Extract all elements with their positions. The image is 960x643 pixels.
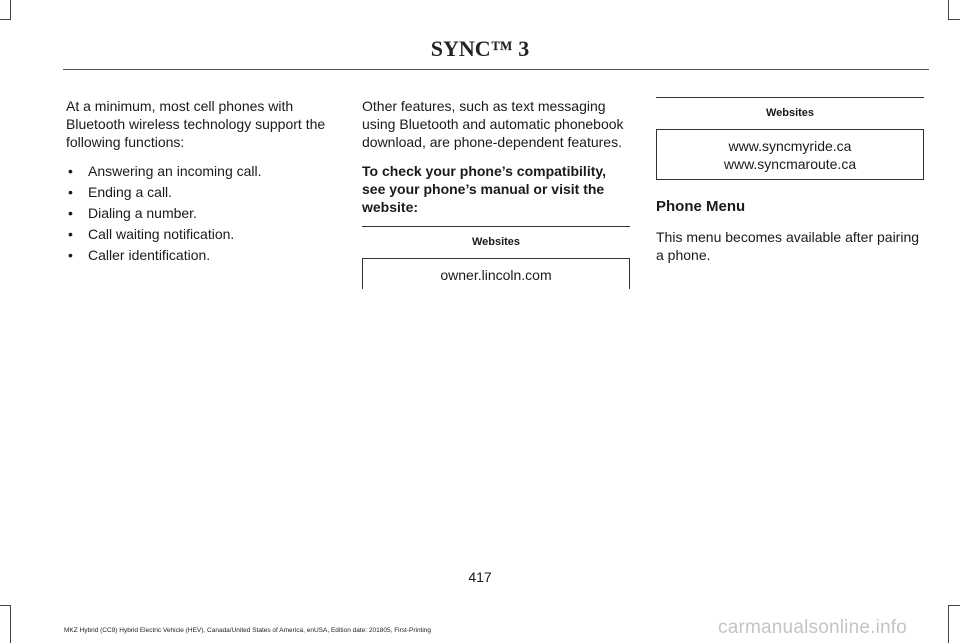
websites-table [362, 226, 630, 289]
crop-mark-top-right-v [948, 0, 949, 20]
crop-mark-top-left-v [10, 0, 11, 20]
crop-mark-top-left-h [0, 19, 11, 20]
table-header: Websites [362, 227, 630, 259]
watermark: carmanualsonline.info [718, 617, 908, 638]
intro-paragraph: At a minimum, most cell phones with Bluetooth wireless technology support the following functions: [66, 98, 326, 150]
crop-mark-bottom-right-h [948, 605, 960, 606]
column-1 [66, 97, 336, 267]
column-2 [362, 97, 632, 289]
page-title: SYNC™ 3 [430, 36, 530, 61]
crop-mark-top-right-h [948, 19, 960, 20]
table-cell [362, 259, 630, 289]
crop-mark-bottom-left-h [0, 605, 11, 606]
column-3 [656, 97, 926, 275]
phone-menu-paragraph: This menu becomes available after pairing a phone. [656, 229, 920, 263]
list-item: • Ending a call. [66, 183, 336, 201]
section-heading: Phone Menu [656, 198, 746, 215]
crop-mark-bottom-left-v [10, 605, 11, 643]
features-paragraph: Other features, such as text messaging using Bluetooth and automatic phonebook download, are phone-dependent features. [362, 98, 624, 150]
list-item: • Answering an incoming call. [66, 162, 336, 180]
crop-mark-bottom-right-v [948, 605, 949, 643]
function-list [66, 162, 336, 264]
list-item: • Call waiting notification. [66, 225, 336, 243]
edition-footer: MKZ Hybrid (CC9) Hybrid Electric Vehicle (HEV), Canada/United States of America, enUSA, Edition date: 201805, First-Printing [64, 627, 432, 634]
compatibility-instruction: To check your phone’s compatibility, see your phone’s manual or visit the website: [362, 163, 607, 215]
list-item: • Caller identification. [66, 246, 336, 264]
table-header: Websites [656, 98, 924, 130]
list-item: • Dialing a number. [66, 204, 336, 222]
website-link[interactable]: www.syncmyride.ca [728, 138, 852, 154]
page-number: 417 [468, 569, 492, 585]
website-link[interactable]: www.syncmaroute.ca [723, 156, 857, 172]
table-cell [656, 130, 924, 180]
websites-table [656, 97, 924, 180]
header-rule [63, 69, 929, 70]
website-link[interactable]: owner.lincoln.com [440, 267, 552, 283]
